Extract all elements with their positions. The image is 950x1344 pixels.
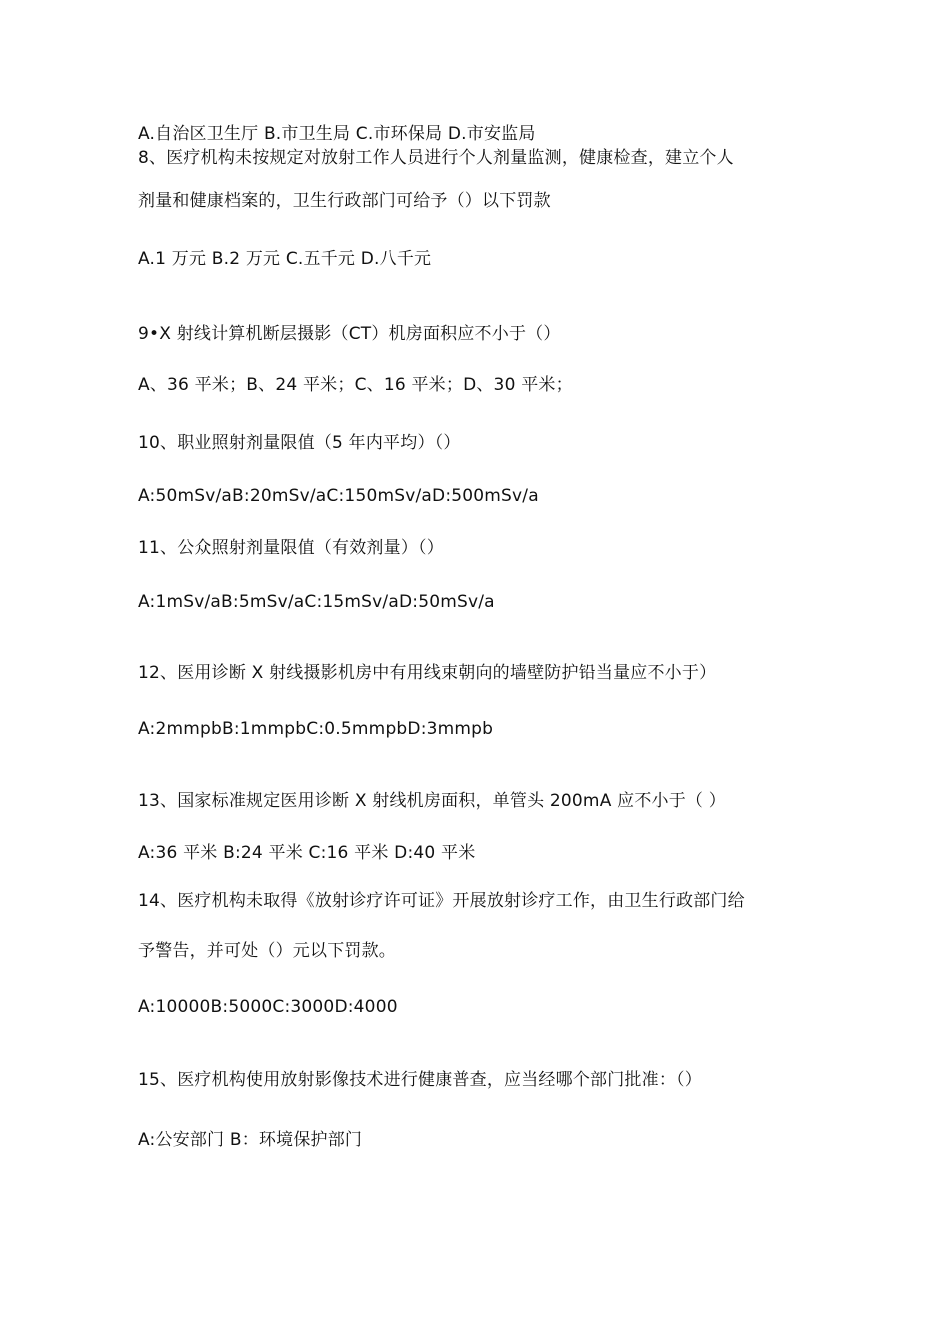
q14-options: A:10000B:5000C:3000D:4000 <box>138 997 398 1017</box>
q8-question-line1: 8、医疗机构未按规定对放射工作人员进行个人剂量监测，健康检查，建立个人 <box>138 148 734 168</box>
q15-question: 15、医疗机构使用放射影像技术进行健康普查，应当经哪个部门批准：（） <box>138 1070 702 1090</box>
q13-question: 13、国家标准规定医用诊断 X 射线机房面积，单管头 200mA 应不小于（ ） <box>138 791 726 811</box>
q8-question-line2: 剂量和健康档案的，卫生行政部门可给予（）以下罚款 <box>138 191 551 211</box>
q7-options: A.自治区卫生厅 B.市卫生局 C.市环保局 D.市安监局 <box>138 124 536 144</box>
q10-question: 10、职业照射剂量限值（5 年内平均）（） <box>138 433 461 453</box>
q14-question-line2: 予警告，并可处（）元以下罚款。 <box>138 941 396 961</box>
q13-options: A:36 平米 B:24 平米 C:16 平米 D:40 平米 <box>138 843 476 863</box>
q12-question: 12、医用诊断 X 射线摄影机房中有用线束朝向的墙壁防护铅当量应不小于） <box>138 663 717 683</box>
q12-options: A:2mmpbB:1mmpbC:0.5mmpbD:3mmpb <box>138 719 494 739</box>
q14-question-line1: 14、医疗机构未取得《放射诊疗许可证》开展放射诊疗工作，由卫生行政部门给 <box>138 891 745 911</box>
q9-options: A、36 平米；B、24 平米；C、16 平米；D、30 平米； <box>138 375 573 395</box>
q11-options: A:1mSv/aB:5mSv/aC:15mSv/aD:50mSv/a <box>138 592 495 612</box>
q8-options: A.1 万元 B.2 万元 C.五千元 D.八千元 <box>138 249 432 269</box>
q9-question: 9•X 射线计算机断层摄影（CT）机房面积应不小于（） <box>138 324 561 344</box>
q10-options: A:50mSv/aB:20mSv/aC:150mSv/aD:500mSv/a <box>138 486 539 506</box>
q11-question: 11、公众照射剂量限值（有效剂量）（） <box>138 538 444 558</box>
q15-options: A:公安部门 B：环境保护部门 <box>138 1130 363 1150</box>
